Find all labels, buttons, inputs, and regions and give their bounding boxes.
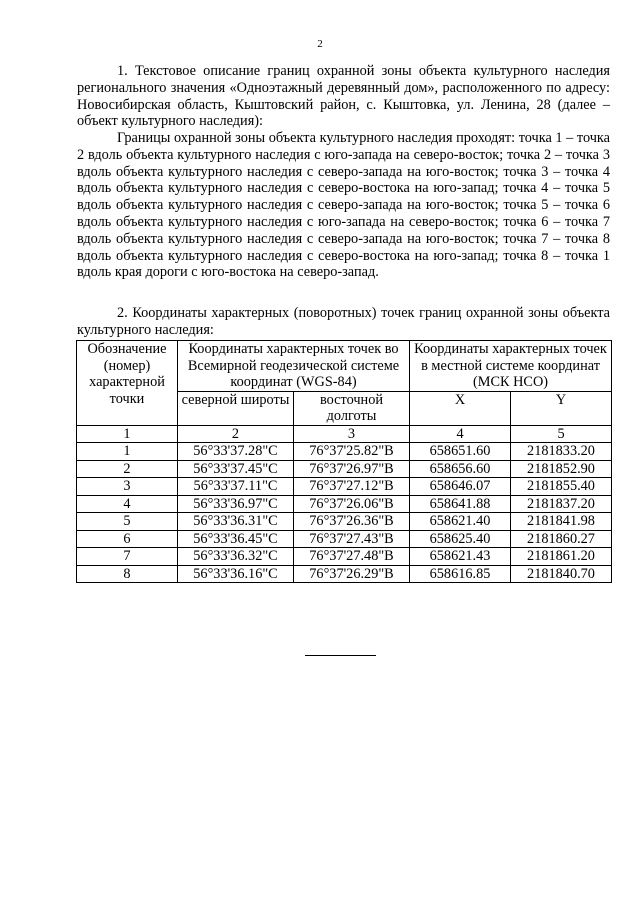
latitude-cell: 56°33'36.97"С	[178, 495, 294, 513]
latitude-cell: 56°33'36.31"С	[178, 513, 294, 531]
header-north-latitude: северной широты	[178, 391, 294, 425]
longitude-cell: 76°37'25.82"В	[294, 443, 410, 461]
longitude-cell: 76°37'27.48"В	[294, 548, 410, 566]
point-number-cell: 2	[77, 460, 178, 478]
column-number: 5	[511, 425, 612, 443]
header-x: X	[410, 391, 511, 425]
longitude-cell: 76°37'26.29"В	[294, 565, 410, 583]
latitude-cell: 56°33'36.16"С	[178, 565, 294, 583]
paragraph-coordinates-heading: 2. Координаты характерных (поворотных) точек границ охранной зоны объекта культурного наследия:	[77, 305, 610, 338]
point-number-cell: 5	[77, 513, 178, 531]
section-1-intro	[77, 63, 610, 130]
y-coordinate-cell: 2181855.40	[511, 478, 612, 496]
x-coordinate-cell: 658616.85	[410, 565, 511, 583]
coordinates-table-body	[77, 341, 612, 583]
table-row	[77, 513, 612, 531]
y-coordinate-cell: 2181840.70	[511, 565, 612, 583]
header-point-designation: Обозначение (номер) характерной точки	[77, 341, 178, 426]
paragraph-boundaries: Границы охранной зоны объекта культурного наследия проходят: точка 1 – точка 2 вдоль объекта культурного наследия с юго-запада на северо-восток; точка 2 – точка 3 вдоль объекта культурного наследия с северо-запада на юго-восток; точка 3 – точка 4 вдоль объекта культурного наследия с северо-востока на юго-запад; точка 4 – точка 5 вдоль объекта культурного наследия с северо-запада на юго-восток; точка 5 – точка 6 вдоль объекта культурного наследия с юго-запада на северо-восток; точка 6 – точка 7 вдоль объекта культурного наследия с северо-запада на юго-восток; точка 7 – точка 8 вдоль объекта культурного наследия с северо-востока на юго-запад; точка 8 – точка 1 вдоль края дороги с юго-востока на северо-запад.	[77, 130, 610, 281]
page-number: 2	[317, 38, 323, 50]
table-row	[77, 530, 612, 548]
longitude-cell: 76°37'26.06"В	[294, 495, 410, 513]
section-1-boundaries	[77, 130, 610, 281]
latitude-cell: 56°33'37.45"С	[178, 460, 294, 478]
table-row	[77, 460, 612, 478]
longitude-cell: 76°37'26.97"В	[294, 460, 410, 478]
table-row	[77, 495, 612, 513]
latitude-cell: 56°33'37.11"С	[178, 478, 294, 496]
y-coordinate-cell: 2181833.20	[511, 443, 612, 461]
table-row	[77, 443, 612, 461]
longitude-cell: 76°37'27.12"В	[294, 478, 410, 496]
point-number-cell: 1	[77, 443, 178, 461]
table-header-row	[77, 341, 612, 392]
header-east-longitude: восточной долготы	[294, 391, 410, 425]
latitude-cell: 56°33'37.28"С	[178, 443, 294, 461]
paragraph-description-heading: 1. Текстовое описание границ охранной зоны объекта культурного наследия регионального значения «Одноэтажный деревянный дом», расположенного по адресу: Новосибирская область, Кыштовский район, с. Кыштовка, ул. Ленина, 28 (далее – объект культурного наследия):	[77, 63, 610, 130]
longitude-cell: 76°37'27.43"В	[294, 530, 410, 548]
longitude-cell: 76°37'26.36"В	[294, 513, 410, 531]
header-y: Y	[511, 391, 612, 425]
table-row	[77, 478, 612, 496]
header-wgs84-group: Координаты характерных точек во Всемирной геодезической системе координат (WGS-84)	[178, 341, 410, 392]
x-coordinate-cell: 658625.40	[410, 530, 511, 548]
y-coordinate-cell: 2181841.98	[511, 513, 612, 531]
column-number: 4	[410, 425, 511, 443]
x-coordinate-cell: 658621.40	[410, 513, 511, 531]
y-coordinate-cell: 2181860.27	[511, 530, 612, 548]
table-row	[77, 548, 612, 566]
latitude-cell: 56°33'36.32"С	[178, 548, 294, 566]
table-column-numbers-row	[77, 425, 612, 443]
point-number-cell: 6	[77, 530, 178, 548]
x-coordinate-cell: 658651.60	[410, 443, 511, 461]
point-number-cell: 3	[77, 478, 178, 496]
column-number: 2	[178, 425, 294, 443]
section-2-heading	[77, 305, 610, 339]
point-number-cell: 7	[77, 548, 178, 566]
y-coordinate-cell: 2181852.90	[511, 460, 612, 478]
column-number: 3	[294, 425, 410, 443]
latitude-cell: 56°33'36.45"С	[178, 530, 294, 548]
column-number: 1	[77, 425, 178, 443]
x-coordinate-cell: 658641.88	[410, 495, 511, 513]
x-coordinate-cell: 658621.43	[410, 548, 511, 566]
y-coordinate-cell: 2181837.20	[511, 495, 612, 513]
point-number-cell: 8	[77, 565, 178, 583]
coordinates-table	[76, 340, 612, 583]
header-local-system-group: Координаты характерных точек в местной системе координат (МСК НСО)	[410, 341, 612, 392]
x-coordinate-cell: 658646.07	[410, 478, 511, 496]
table-row	[77, 565, 612, 583]
point-number-cell: 4	[77, 495, 178, 513]
x-coordinate-cell: 658656.60	[410, 460, 511, 478]
divider-line	[305, 655, 376, 656]
y-coordinate-cell: 2181861.20	[511, 548, 612, 566]
